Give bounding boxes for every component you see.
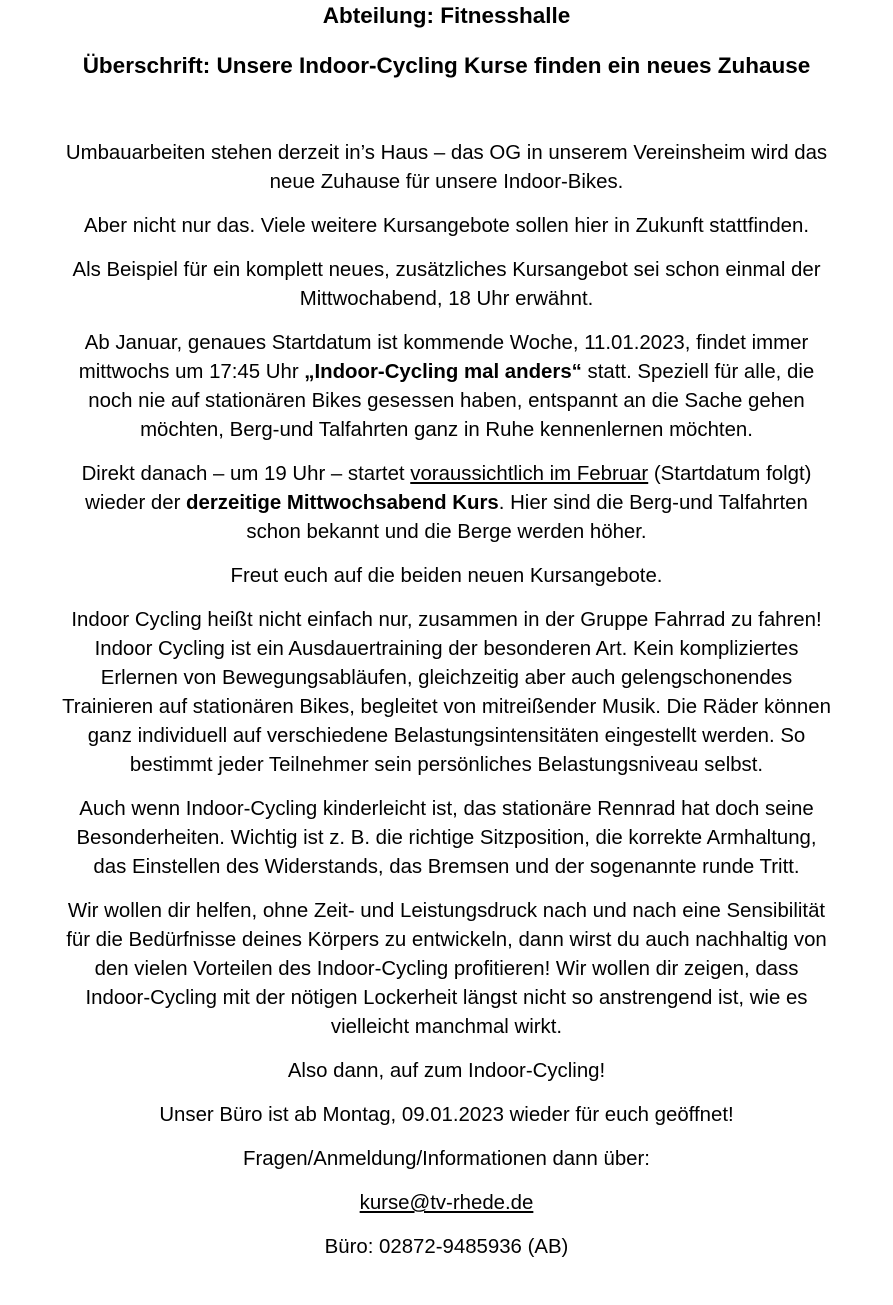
paragraph-line: Auch wenn Indoor-Cycling kinderleicht ist, das stationäre Rennrad hat doch seine [79,798,814,820]
paragraph-help [0,897,893,1042]
paragraph-renovation [0,139,893,197]
paragraph-line: Umbauarbeiten stehen derzeit in’s Haus – das OG in unserem Vereinsheim wird das [65,142,828,164]
paragraph-line [82,463,812,485]
paragraph-call-to-action: Also dann, auf zum Indoor-Cycling! [287,1060,606,1082]
paragraph-line: für die Bedürfnisse deines Körpers zu entwickeln, dann wirst du auch nachhaltig von [66,929,827,951]
contact-email [0,1189,893,1218]
paragraph-line: Mittwochabend, 18 Uhr erwähnt. [299,288,594,310]
paragraph-line: Ab Januar, genaues Startdatum ist kommende Woche, 11.01.2023, findet immer [84,332,809,354]
text-run: Direkt danach – um 19 Uhr – startet [81,463,411,485]
paragraph-line [85,492,808,514]
email-link[interactable]: kurse@tv-rhede.de [359,1192,534,1214]
paragraph-line: Indoor Cycling ist ein Ausdauertraining der besonderen Art. Kein kompliziertes [94,638,799,660]
paragraph-line: vielleicht manchmal wirkt. [330,1016,563,1038]
paragraph-line: den vielen Vorteilen des Indoor-Cycling profitieren! Wir wollen dir zeigen, dass [94,958,799,980]
paragraph-line [79,361,814,383]
start-month-underlined: voraussichtlich im Februar [410,463,649,485]
paragraph-line: bestimmt jeder Teilnehmer sein persönliches Belastungsniveau selbst. [129,754,764,776]
paragraph-contact-intro: Fragen/Anmeldung/Informationen dann über: [243,1148,650,1170]
paragraph-line: Trainieren auf stationären Bikes, begleitet von mitreißender Musik. Die Räder können [62,696,831,718]
paragraph-line: möchten, Berg-und Talfahrten ganz in Ruhe kennenlernen möchten. [140,419,753,441]
paragraph-line: schon bekannt und die Berge werden höher. [246,521,647,543]
text-run: . Hier sind die Berg-und Talfahrten [498,492,808,514]
paragraph-line: Als Beispiel für ein komplett neues, zusätzliches Kursangebot sei schon einmal der [72,259,821,281]
paragraph-line: Indoor Cycling heißt nicht einfach nur, zusammen in der Gruppe Fahrrad zu fahren! [71,609,822,631]
department-heading: Abteilung: Fitnesshalle [322,3,571,28]
text-run: statt. Speziell für alle, die [581,361,815,383]
paragraph-line: Erlernen von Bewegungsabläufen, gleichzeitig aber auch gelengschonendes [100,667,793,689]
paragraph-example [0,256,893,314]
contact-phone: Büro: 02872-9485936 (AB) [324,1236,569,1258]
text-run: mittwochs um 17:45 Uhr [78,361,305,383]
paragraph-new-course [0,329,893,445]
paragraph-line: Indoor-Cycling mit der nötigen Lockerheit längst nicht so anstrengend ist, wie es [85,987,808,1009]
paragraph-line: ganz individuell auf verschiedene Belastungsintensitäten eingestellt werden. So [87,725,806,747]
paragraph-line: Besonderheiten. Wichtig ist z. B. die richtige Sitzposition, die korrekte Armhaltung, [76,827,817,849]
course-name-new: „Indoor-Cycling mal anders“ [304,361,582,383]
text-run: wieder der [85,492,187,514]
paragraph-specifics [0,795,893,882]
article-body [0,139,893,1262]
article-headline: Überschrift: Unsere Indoor-Cycling Kurse finden ein neues Zuhause [82,53,811,78]
course-name-existing: derzeitige Mittwochsabend Kurs [186,492,499,514]
paragraph-line: neue Zuhause für unsere Indoor-Bikes. [269,171,624,193]
paragraph-office-hours: Unser Büro ist ab Montag, 09.01.2023 wieder für euch geöffnet! [159,1104,734,1126]
paragraph-more-courses: Aber nicht nur das. Viele weitere Kursangebote sollen hier in Zukunft stattfinden. [83,215,810,237]
text-run: (Startdatum folgt) [648,463,812,485]
paragraph-look-forward: Freut euch auf die beiden neuen Kursangebote. [230,565,663,587]
paragraph-line: Wir wollen dir helfen, ohne Zeit- und Leistungsdruck nach und nach eine Sensibilität [67,900,826,922]
paragraph-existing-course [0,460,893,547]
paragraph-line: das Einstellen des Widerstands, das Bremsen und der sogenannte runde Tritt. [93,856,800,878]
paragraph-line: noch nie auf stationären Bikes gesessen haben, entspannt an die Sache gehen [88,390,805,412]
paragraph-about-cycling [0,606,893,780]
